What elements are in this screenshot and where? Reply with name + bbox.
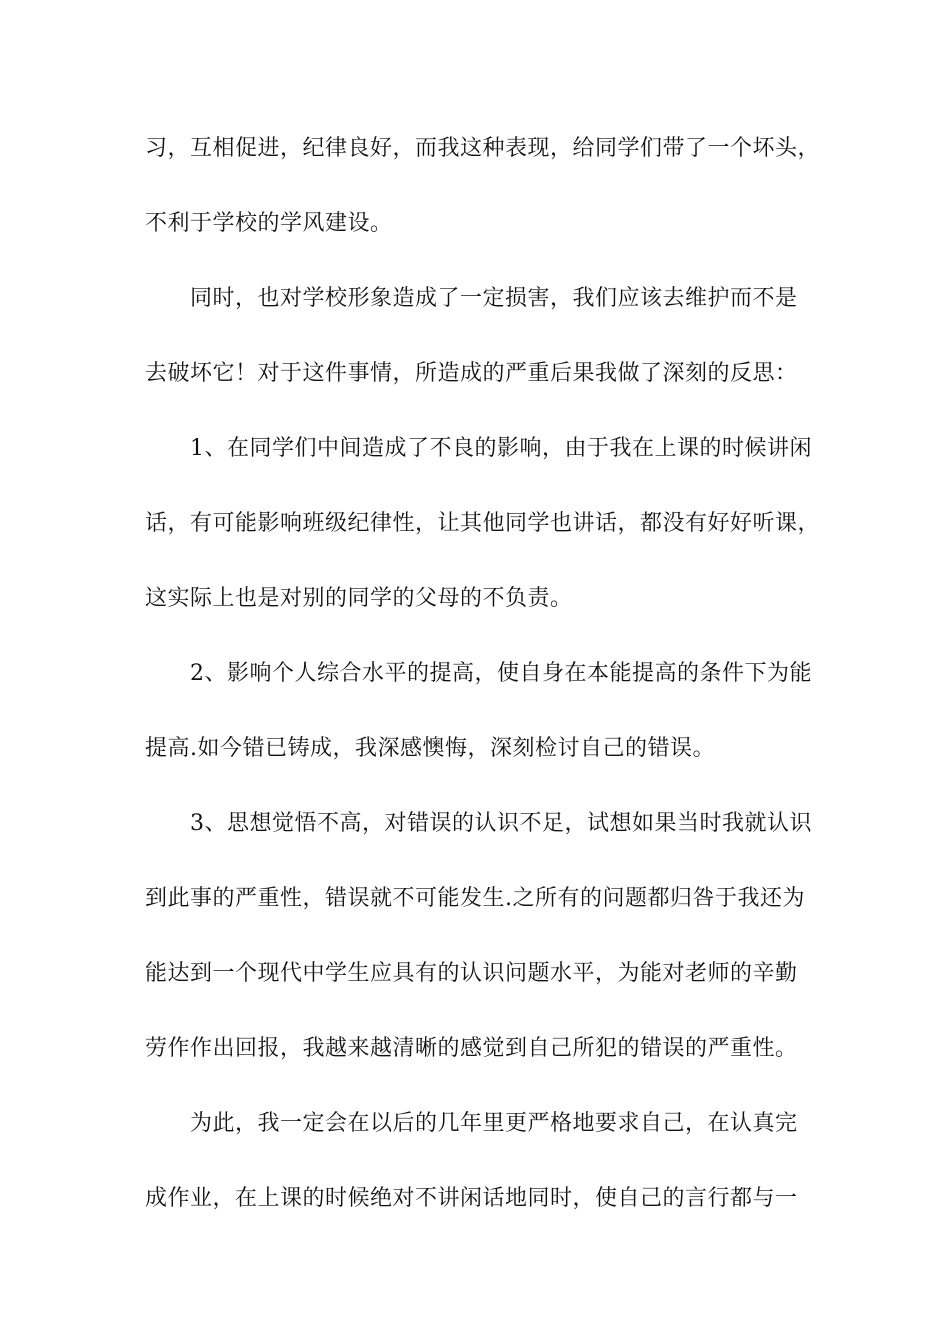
text-line: 不利于学校的学风建设。 <box>145 211 393 236</box>
list-item-3-line: 3、思想觉悟不高，对错误的认识不足，试想如果当时我就认识 <box>190 811 812 836</box>
paragraph-start-line: 同时，也对学校形象造成了一定损害，我们应该去维护而不是 <box>190 286 798 311</box>
text-line: 提高.如今错已铸成，我深感懊悔，深刻检讨自己的错误。 <box>145 736 715 761</box>
text-line: 成作业，在上课的时候绝对不讲闲话地同时，使自己的言行都与一 <box>145 1186 798 1211</box>
text-line: 去破坏它！对于这件事情，所造成的严重后果我做了深刻的反思： <box>145 361 798 386</box>
list-item-2-line: 2、影响个人综合水平的提高，使自身在本能提高的条件下为能 <box>190 661 812 686</box>
list-item-1-line: 1、在同学们中间造成了不良的影响，由于我在上课的时候讲闲 <box>190 436 812 461</box>
text-line: 到此事的严重性，错误就不可能发生.之所有的问题都归咎于我还为 <box>145 886 805 911</box>
text-line: 能达到一个现代中学生应具有的认识问题水平，为能对老师的辛勤 <box>145 961 798 986</box>
text-line: 习，互相促进，纪律良好，而我这种表现，给同学们带了一个坏头， <box>145 136 821 161</box>
text-line: 劳作作出回报，我越来越清晰的感觉到自己所犯的错误的严重性。 <box>145 1036 798 1061</box>
paragraph-start-line: 为此，我一定会在以后的几年里更严格地要求自己，在认真完 <box>190 1111 798 1136</box>
text-line: 这实际上也是对别的同学的父母的不负责。 <box>145 586 573 611</box>
text-line: 话，有可能影响班级纪律性，让其他同学也讲话，都没有好好听课， <box>145 511 821 536</box>
